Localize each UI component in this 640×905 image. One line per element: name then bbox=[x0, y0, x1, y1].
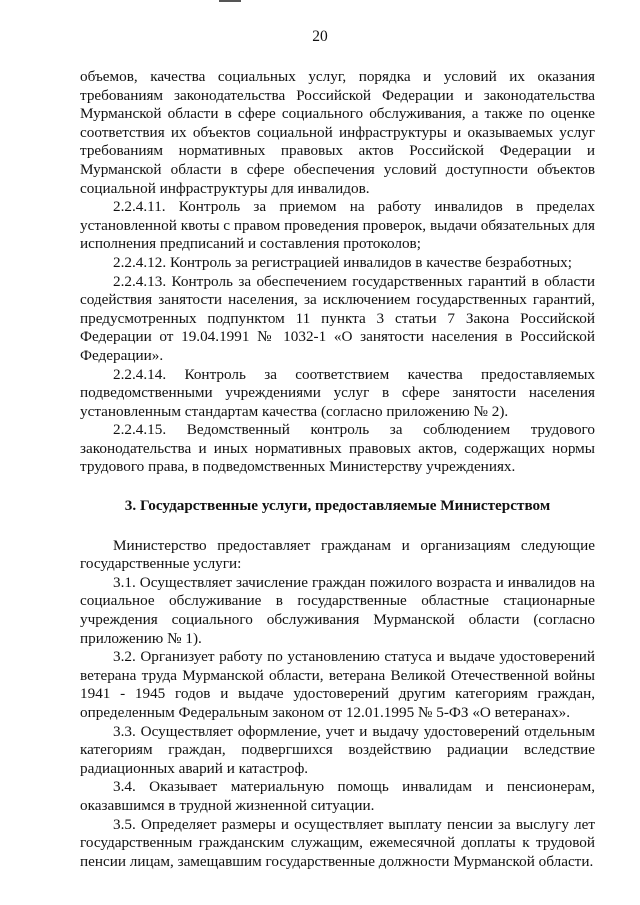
clause-2-2-4-14: 2.2.4.14. Контроль за соответствием качества предоставляемых подведомственными учреждениями услуг в сфере занятости населения установленным стандартам качества (согласно приложению № 2). bbox=[80, 365, 595, 420]
clause-2-2-4-11: 2.2.4.11. Контроль за приемом на работу инвалидов в пределах установленной квоты с правом проведения проверок, выдачи обязательных для исполнения предписаний и составления протоколов; bbox=[80, 198, 595, 253]
top-edge-mark bbox=[219, 0, 241, 2]
page-number: 20 bbox=[312, 28, 328, 45]
clause-3-1: 3.1. Осуществляет зачисление граждан пожилого возраста и инвалидов на социальное обслуживание в государственные областные стационарные учреждения социального обслуживания Мурманской области (согласно приложению № 1). bbox=[80, 573, 595, 647]
document-body bbox=[80, 68, 595, 871]
clause-2-2-4-15: 2.2.4.15. Ведомственный контроль за соблюдением трудового законодательства и иных нормативных правовых актов, содержащих нормы трудового права, в подведомственных Министерству учреждениях. bbox=[80, 421, 595, 476]
section-3-intro: Министерство предоставляет гражданам и организациям следующие государственные услуги: bbox=[80, 536, 595, 573]
clause-3-4: 3.4. Оказывает материальную помощь инвалидам и пенсионерам, оказавшимся в трудной жизненной ситуации. bbox=[80, 778, 595, 814]
clause-2-2-4-12: 2.2.4.12. Контроль за регистрацией инвалидов в качестве безработных; bbox=[113, 253, 572, 271]
clause-3-5: 3.5. Определяет размеры и осуществляет выплату пенсии за выслугу лет государственным гражданским служащим, ежемесячной доплаты к трудовой пенсии лицам, замещавшим государственные должности Мурманской области. bbox=[80, 815, 595, 870]
continuation-paragraph: объемов, качества социальных услуг, порядка и условий их оказания требованиям законодательства Российской Федерации и законодательства Мурманской области в сфере социального обслуживания, а также по оценке соответствия их объектов социальной инфраструктуры и оказываемых услуг требованиям нормативных правовых актов Российской Федерации и Мурманской области в сфере обеспечения условий доступности объектов социальной инфраструктуры для инвалидов. bbox=[80, 68, 595, 197]
clause-3-3: 3.3. Осуществляет оформление, учет и выдачу удостоверений отдельным категориям граждан, подвергшихся воздействию радиации вследствие радиационных аварий и катастроф. bbox=[80, 722, 595, 777]
clause-2-2-4-13: 2.2.4.13. Контроль за обеспечением государственных гарантий в области содействия занятости населения, за исключением государственных гарантий, предусмотренных подпунктом 11 пункта 3 статьи 7 Закона Российской Федерации от 19.04.1991 № 1032-1 «О занятости населения в Российской Федерации». bbox=[80, 272, 595, 364]
clause-3-2: 3.2. Организует работу по установлению статуса и выдаче удостоверений ветерана труда Мурманской области, ветерана Великой Отечественной войны 1941 - 1945 годов и выдаче удостоверений другим категориям граждан, определенным Федеральным законом от 12.01.1995 № 5-ФЗ «О ветеранах». bbox=[80, 648, 595, 721]
section-3-heading: 3. Государственные услуги, предоставляемые Министерством bbox=[124, 497, 551, 515]
